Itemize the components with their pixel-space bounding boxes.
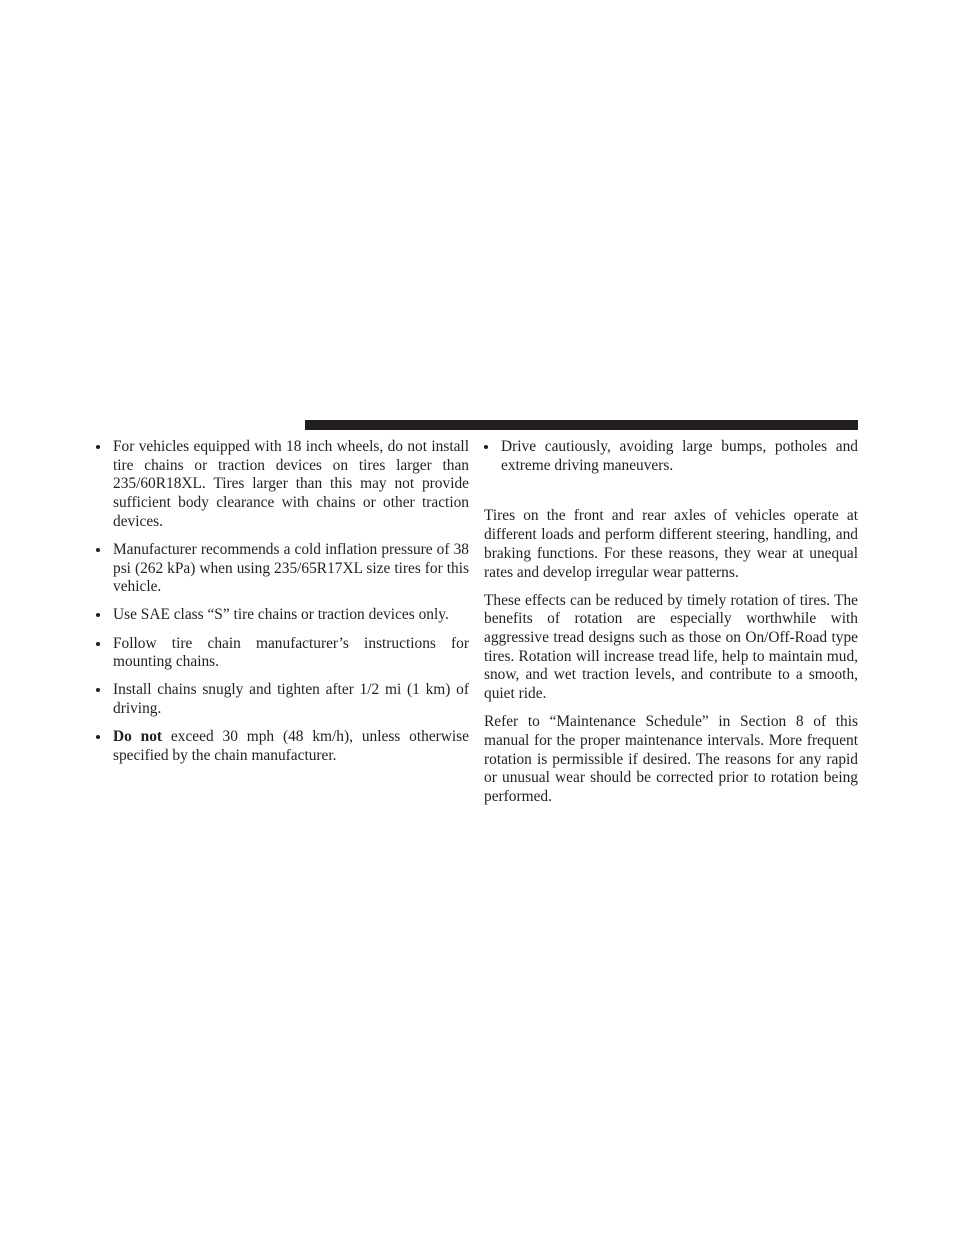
list-item <box>96 728 469 765</box>
right-column <box>484 438 858 816</box>
body-paragraph: Refer to “Maintenance Schedule” in Section 8 of this manual for the proper maintenance intervals. More frequent rotation is permissible if desired. The reasons for any rapid or unusual wear should be corrected prior to rotation being performed. <box>484 713 858 806</box>
bullet-bold-lead: Do not <box>113 728 163 746</box>
list-item <box>96 541 469 597</box>
header-rule-bar <box>305 420 858 430</box>
list-item <box>96 635 469 672</box>
list-item <box>96 438 469 532</box>
driving-bullet-list <box>484 438 858 475</box>
left-column <box>96 438 469 775</box>
tire-rotation-section <box>484 507 858 806</box>
bullet-text: Install chains snugly and tighten after 1/2 mi (1 km) of driving. <box>113 681 469 717</box>
bullet-icon <box>96 548 100 552</box>
list-item <box>484 438 858 475</box>
bullet-icon <box>96 613 100 617</box>
bullet-text: exceed 30 mph (48 km/h), unless otherwise specified by the chain manufacturer. <box>113 728 469 764</box>
bullet-text: Drive cautiously, avoiding large bumps, potholes and extreme driving maneuvers. <box>501 438 858 474</box>
body-paragraph: Tires on the front and rear axles of vehicles operate at different loads and perform different steering, handling, and braking functions. For these reasons, they wear at unequal rates and develop irregular wear patterns. <box>484 507 858 581</box>
bullet-text: For vehicles equipped with 18 inch wheels, do not install tire chains or traction devices on tires larger than 235/60R18XL. Tires larger than this may not provide sufficient body clearance with chains or other traction devices. <box>113 438 469 530</box>
bullet-text: Use SAE class “S” tire chains or traction devices only. <box>113 606 449 624</box>
bullet-text: Follow tire chain manufacturer’s instructions for mounting chains. <box>113 634 469 671</box>
bullet-icon <box>96 688 100 692</box>
tire-chain-bullet-list <box>96 438 469 766</box>
list-item <box>96 681 469 718</box>
body-paragraph: These effects can be reduced by timely rotation of tires. The benefits of rotation are especially worthwhile with aggressive tread designs such as those on On/Off-Road type tires. Rotation will increase tread life, help to maintain mud, snow, and wet traction levels, and contribute to a smooth, quiet ride. <box>484 591 858 703</box>
bullet-icon <box>96 445 100 449</box>
list-item <box>96 606 469 625</box>
bullet-icon <box>484 445 488 449</box>
bullet-icon <box>96 735 100 739</box>
bullet-text: Manufacturer recommends a cold inflation pressure of 38 psi (262 kPa) when using 235/65R17XL size tires for this vehicle. <box>113 540 469 596</box>
bullet-icon <box>96 642 100 646</box>
